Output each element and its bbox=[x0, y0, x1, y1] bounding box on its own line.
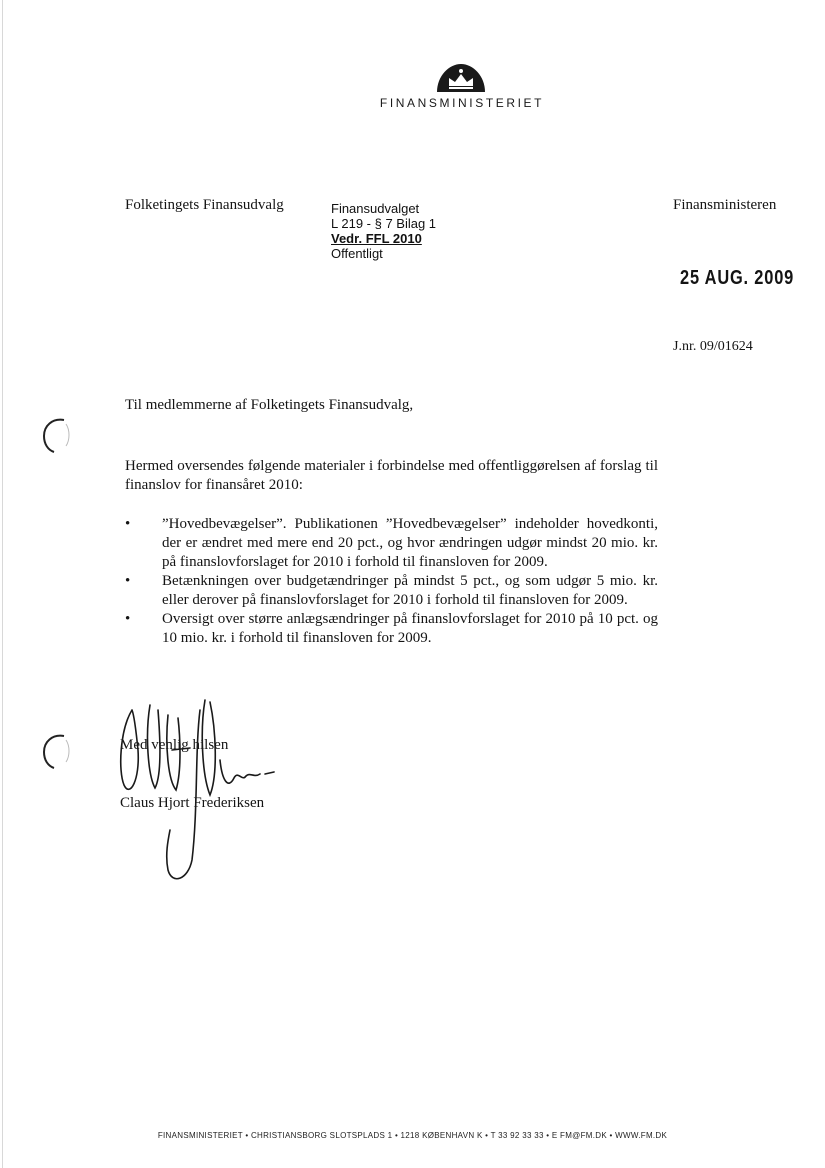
footer-address: FINANSMINISTERIET • CHRISTIANSBORG SLOTSPLADS 1 • 1218 KØBENHAVN K • T 33 92 33 33 • E FM@FM.DK • WWW.FM.DK bbox=[157, 1131, 668, 1140]
stamp-committee: Finansudvalget bbox=[331, 201, 420, 216]
ministry-name: FINANSMINISTERIET bbox=[379, 96, 545, 110]
intro-paragraph: Hermed oversendes følgende materialer i forbindelse med offentliggørelsen af forslag til finanslov for finansåret 2010: bbox=[125, 458, 658, 493]
date-stamp: 25 AUG. 2009 bbox=[680, 267, 795, 289]
list-item bbox=[125, 610, 658, 648]
punch-hole-icon bbox=[36, 730, 76, 770]
recipient: Folketingets Finansudvalg bbox=[125, 197, 284, 213]
greeting: Til medlemmerne af Folketingets Finansudvalg, bbox=[125, 397, 414, 413]
stamp-reference: Vedr. FFL 2010 bbox=[331, 231, 422, 246]
bullet-list bbox=[125, 515, 658, 648]
bullet-icon: • bbox=[125, 611, 131, 627]
crown-icon bbox=[433, 62, 489, 94]
closing: Med venlig hilsen bbox=[120, 737, 229, 753]
received-stamp bbox=[331, 201, 436, 261]
signature-icon bbox=[110, 690, 280, 890]
list-item-text: Betænkningen over budgetændringer på mindst 5 pct., og som udgør 5 mio. kr. eller derover på finanslovforslaget for 2010 i forhold til finansloven for 2009. bbox=[162, 573, 658, 608]
sender: Finansministeren bbox=[673, 197, 777, 213]
bullet-icon: • bbox=[125, 516, 131, 532]
signatory-name: Claus Hjort Frederiksen bbox=[120, 795, 265, 811]
list-item-text: ”Hovedbevægelser”. Publikationen ”Hovedbevægelser” indeholder hovedkonti, der er ændret med mere end 20 pct., og hvor ændringen udgør mindst 20 mio. kr. på finanslovforslaget for 2010 i forhold til finansloven for 2009. bbox=[162, 516, 658, 570]
list-item bbox=[125, 572, 658, 610]
punch-hole-icon bbox=[36, 414, 76, 454]
list-item-text: Oversigt over større anlægsændringer på finanslovforslaget for 2010 på 10 pct. og 10 mio. kr. i forhold til finansloven for 2009. bbox=[162, 611, 658, 646]
bullet-icon: • bbox=[125, 573, 131, 589]
stamp-case: L 219 - § 7 Bilag 1 bbox=[331, 216, 437, 231]
scan-margin-line bbox=[2, 0, 3, 1168]
journal-number: J.nr. 09/01624 bbox=[673, 339, 753, 354]
stamp-status: Offentligt bbox=[331, 246, 383, 261]
list-item bbox=[125, 515, 658, 572]
